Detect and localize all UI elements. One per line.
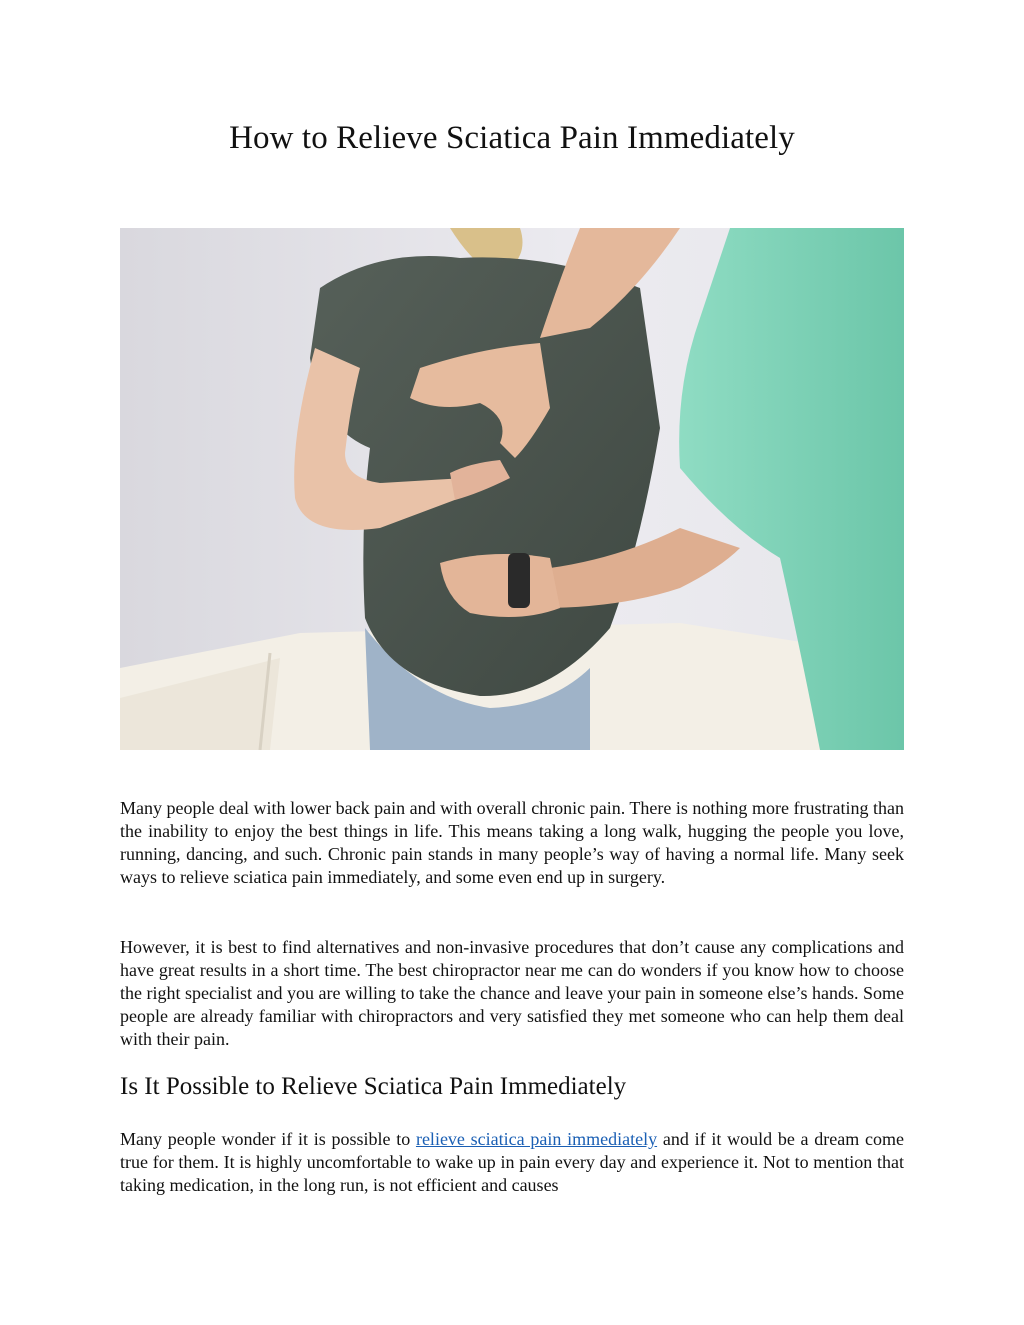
relieve-sciatica-link[interactable]: relieve sciatica pain immediately [415,1129,658,1149]
section-heading: Is It Possible to Relieve Sciatica Pain Immediately [120,1073,627,1100]
paragraph-text-before-link: Many people wonder if it is possible to [120,1129,416,1149]
page-title: How to Relieve Sciatica Pain Immediately [229,120,795,156]
chiropractor-photo [120,228,904,750]
paragraph-possible [120,1128,904,1197]
paragraph-alternatives: However, it is best to find alternatives and non-invasive procedures that don’t cause any complications and have great results in a short time. The best chiropractor near me can do wonders if you know how to choose the right specialist and you are willing to take the chance and leave your pain in someone else’s hands. Some people are already familiar with chiropractors and very satisfied they met someone who can help them deal with their pain. [120,937,904,1049]
paragraph-text-after-link: and if it would be a dream come true for them. It is highly uncomfortable to wake up in pain every day and experience it. Not to mention that taking medication, in the long run, is not efficient and causes [120,1129,904,1195]
paragraph-intro: Many people deal with lower back pain and with overall chronic pain. There is nothing more frustrating than the inability to enjoy the best things in life. This means taking a long walk, hugging the people you love, running, dancing, and such. Chronic pain stands in many people’s way of having a normal life. Many seek ways to relieve sciatica pain immediately, and some even end up in surgery. [120,798,904,887]
